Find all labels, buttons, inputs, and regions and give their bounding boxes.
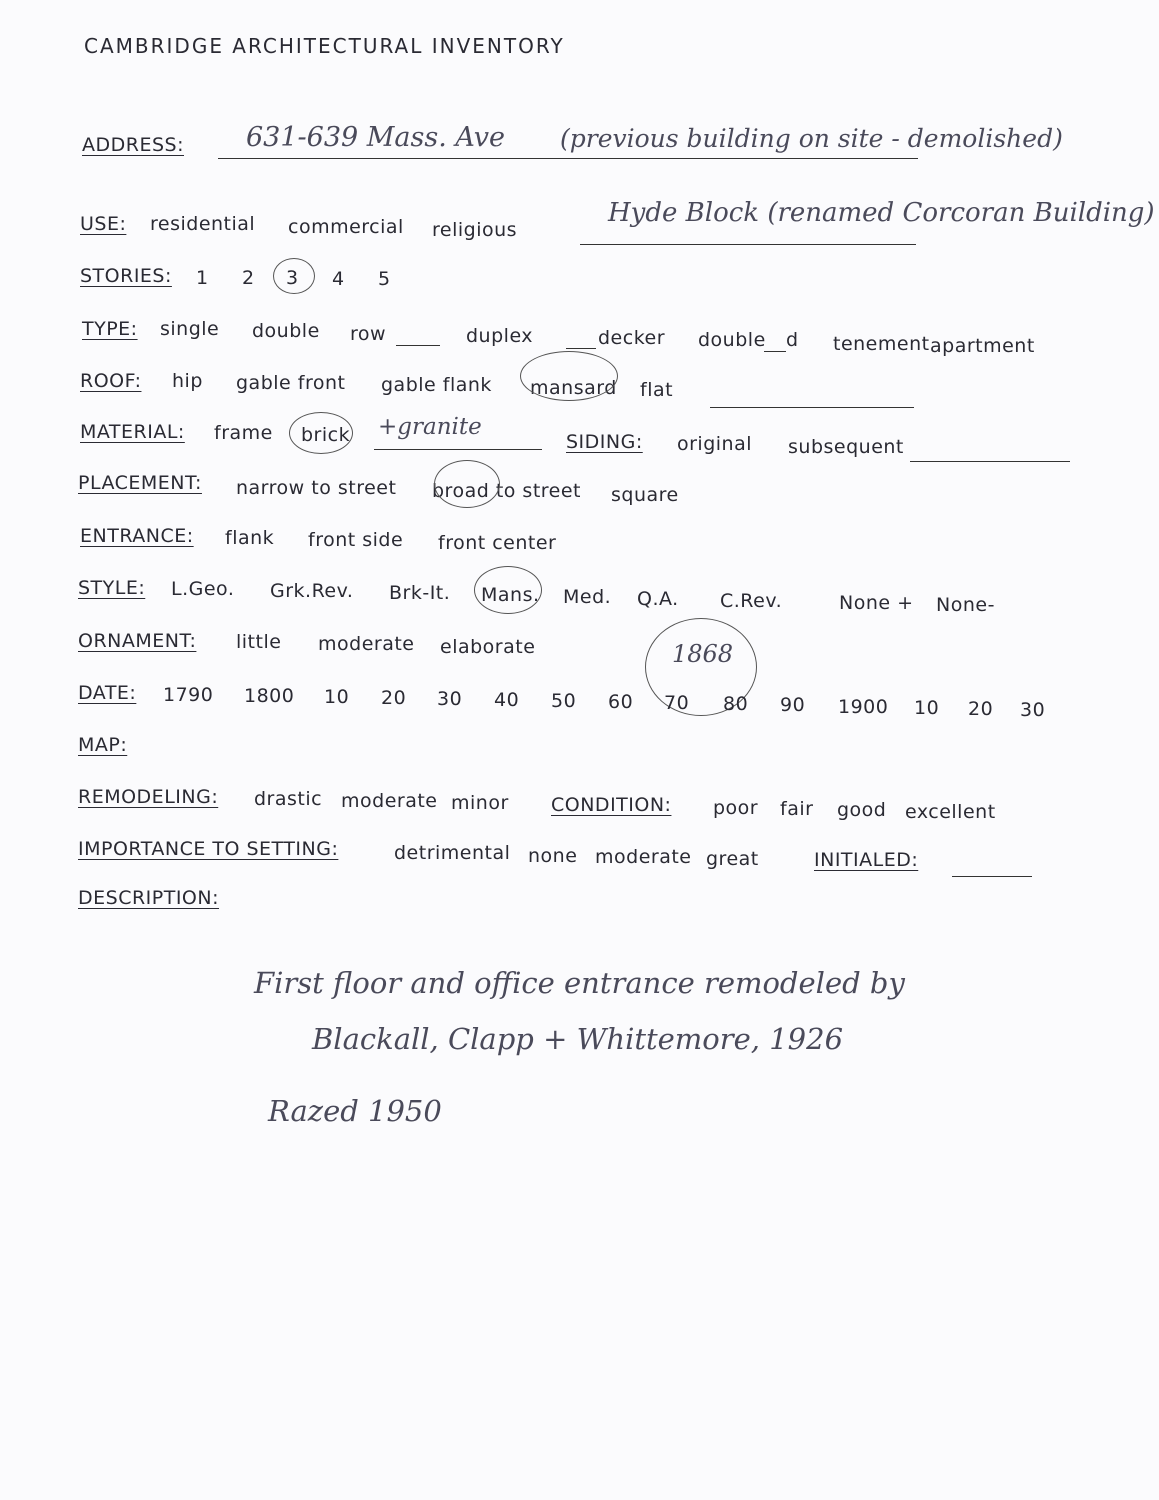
date-option-1920: 20	[968, 698, 994, 720]
ornament-option-moderate: moderate	[318, 633, 415, 655]
date-option-40: 40	[494, 689, 520, 711]
siding-label: SIDING:	[566, 431, 643, 453]
stories-option-1: 1	[196, 267, 209, 289]
type-option-double-d: double	[698, 329, 766, 351]
stories-option-3: 3	[286, 267, 299, 289]
use-option-residential: residential	[150, 213, 256, 235]
stories-label: STORIES:	[80, 265, 172, 287]
remodeling-option-drastic: drastic	[254, 788, 323, 810]
date-option-1800: 1800	[244, 685, 295, 707]
type-option-single: single	[160, 318, 220, 340]
condition-option-good: good	[837, 799, 887, 821]
siding-option-subsequent: subsequent	[788, 436, 904, 458]
address-value: 631-639 Mass. Ave	[246, 122, 506, 153]
condition-label: CONDITION:	[551, 794, 672, 816]
type-option-row: row	[350, 323, 387, 345]
style-label: STYLE:	[78, 577, 146, 599]
material-extra-line	[374, 449, 542, 450]
condition-option-fair: fair	[780, 798, 814, 820]
use-option-religious: religious	[432, 219, 518, 241]
type-option-double: double	[252, 320, 320, 342]
siding-other-line	[910, 461, 1070, 462]
address-note: (previous building on site - demolished)	[560, 124, 1063, 153]
building-name: Hyde Block (renamed Corcoran Building)	[608, 198, 1155, 228]
initialed-line	[952, 876, 1032, 877]
entrance-option-front-side: front side	[308, 529, 404, 551]
address-label: ADDRESS:	[82, 134, 184, 156]
map-label: MAP:	[78, 734, 128, 756]
date-option-90: 90	[780, 694, 806, 716]
use-option-commercial: commercial	[288, 216, 404, 238]
placement-option-square: square	[611, 484, 679, 506]
type-option-apartment: apartment	[930, 335, 1035, 357]
material-label: MATERIAL:	[80, 421, 185, 443]
roof-option-mansard: mansard	[530, 377, 617, 399]
style-option-brkit: Brk-It.	[389, 582, 451, 604]
type-row-line	[396, 345, 440, 346]
importance-option-moderate: moderate	[595, 846, 692, 868]
entrance-option-flank: flank	[225, 527, 275, 549]
type-option-decker: decker	[598, 327, 666, 349]
date-option-70: 70	[664, 692, 690, 714]
siding-option-original: original	[677, 433, 753, 455]
placement-option-narrow: narrow to street	[236, 477, 397, 499]
roof-other-line	[710, 407, 914, 408]
remodeling-label: REMODELING:	[78, 786, 219, 808]
ornament-option-little: little	[236, 631, 282, 653]
ornament-label: ORNAMENT:	[78, 630, 197, 652]
type-decker-line	[566, 348, 596, 349]
stories-option-4: 4	[332, 268, 345, 290]
stories-option-2: 2	[242, 267, 255, 289]
roof-selection-circle	[520, 351, 618, 401]
date-option-1900: 1900	[838, 696, 889, 718]
style-option-grkrev: Grk.Rev.	[270, 580, 354, 602]
condition-option-excellent: excellent	[905, 801, 996, 823]
address-line	[218, 158, 918, 159]
date-option-30: 30	[437, 688, 463, 710]
material-option-brick: brick	[301, 424, 351, 446]
date-option-10: 10	[324, 686, 350, 708]
placement-selection-circle	[434, 460, 500, 508]
roof-option-hip: hip	[172, 370, 203, 392]
roof-option-flat: flat	[640, 379, 674, 401]
remodeling-option-minor: minor	[451, 792, 509, 814]
initialed-label: INITIALED:	[814, 849, 919, 871]
date-handwritten: 1868	[672, 640, 734, 668]
entrance-option-front-center: front center	[438, 532, 557, 554]
importance-option-great: great	[706, 848, 759, 870]
date-option-80: 80	[723, 693, 749, 715]
type-option-duplex: duplex	[466, 325, 534, 347]
style-option-crev: C.Rev.	[720, 590, 783, 612]
roof-label: ROOF:	[80, 370, 142, 392]
form-title: CAMBRIDGE ARCHITECTURAL INVENTORY	[84, 34, 565, 58]
date-option-1790: 1790	[163, 684, 214, 706]
type-option-d: d	[786, 329, 799, 351]
placement-option-broad: broad to street	[432, 480, 582, 502]
date-option-1910: 10	[914, 697, 940, 719]
description-line-3: Razed 1950	[268, 1094, 442, 1128]
date-label: DATE:	[78, 682, 137, 704]
entrance-label: ENTRANCE:	[80, 525, 194, 547]
description-line-1: First floor and office entrance remodeled by	[254, 966, 905, 1000]
date-option-20: 20	[381, 687, 407, 709]
importance-option-detrimental: detrimental	[394, 842, 511, 864]
style-option-none-plus: None +	[839, 592, 914, 614]
roof-option-gable-front: gable front	[236, 372, 346, 394]
material-option-frame: frame	[214, 422, 273, 444]
roof-option-gable-flank: gable flank	[381, 374, 492, 396]
style-option-none-minus: None-	[936, 594, 995, 616]
style-option-qa: Q.A.	[637, 588, 679, 610]
style-option-lgeo: L.Geo.	[171, 578, 235, 600]
remodeling-option-moderate: moderate	[341, 790, 438, 812]
use-label: USE:	[80, 213, 127, 235]
importance-label: IMPORTANCE TO SETTING:	[78, 838, 339, 860]
stories-option-5: 5	[378, 268, 391, 290]
style-selection-circle	[474, 566, 542, 614]
date-option-50: 50	[551, 690, 577, 712]
type-option-tenement: tenement	[833, 333, 930, 355]
description-label: DESCRIPTION:	[78, 887, 220, 909]
ornament-option-elaborate: elaborate	[440, 636, 536, 658]
type-double-d-line	[764, 351, 786, 352]
style-option-mans: Mans.	[481, 584, 540, 606]
condition-option-poor: poor	[713, 797, 759, 819]
date-option-60: 60	[608, 691, 634, 713]
placement-label: PLACEMENT:	[78, 472, 202, 494]
stories-selection-circle	[273, 258, 315, 294]
importance-option-none: none	[528, 845, 578, 867]
material-extra: +granite	[378, 414, 482, 440]
use-name-line	[580, 244, 916, 245]
date-option-1930: 30	[1020, 699, 1046, 721]
description-line-2: Blackall, Clapp + Whittemore, 1926	[312, 1022, 844, 1056]
material-selection-circle	[289, 412, 353, 454]
type-label: TYPE:	[82, 318, 138, 340]
style-option-med: Med.	[563, 586, 612, 608]
